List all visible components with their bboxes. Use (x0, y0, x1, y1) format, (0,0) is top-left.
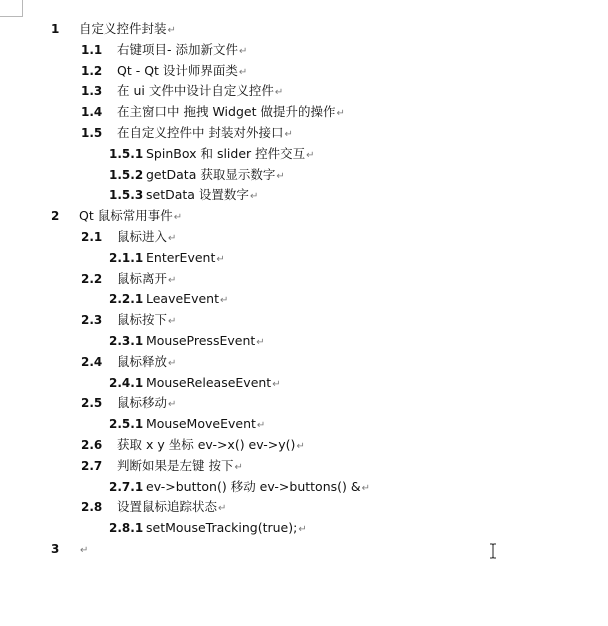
heading-number: 2.1.1 (109, 250, 144, 265)
paragraph-mark-icon: ↵ (249, 191, 259, 203)
heading-text: setData 设置数字 (146, 187, 249, 203)
outline-line-level-2[interactable] (0, 81, 608, 102)
i-beam-cursor-icon (489, 543, 497, 559)
heading-text: Qt - Qt 设计师界面类 (117, 62, 238, 78)
heading-number: 1.4 (81, 105, 103, 120)
paragraph-mark-icon: ↵ (220, 295, 229, 307)
heading-text-wrap[interactable] (146, 518, 307, 541)
heading-text-wrap[interactable] (79, 206, 182, 229)
outline-line-level-3[interactable] (0, 518, 608, 539)
outline-line-level-2[interactable] (0, 102, 608, 123)
outline-line-level-2[interactable] (0, 393, 608, 414)
heading-text-wrap[interactable] (79, 19, 176, 42)
heading-text-wrap[interactable] (117, 352, 176, 375)
heading-text: 自定义控件封装 (79, 21, 167, 36)
heading-number: 1.5.1 (109, 146, 144, 161)
heading-text-wrap[interactable] (117, 269, 176, 292)
paragraph-mark-icon: ↵ (167, 25, 176, 36)
outline-line-level-3[interactable] (0, 477, 608, 498)
heading-text-wrap[interactable] (146, 373, 281, 396)
heading-text: 鼠标离开 (117, 270, 168, 286)
heading-text: ev->button() 移动 ev->buttons() & (146, 478, 361, 494)
outline-line-level-3[interactable] (0, 144, 608, 165)
paragraph-mark-icon: ↵ (234, 461, 243, 473)
heading-text: 设置鼠标追踪状态 (117, 499, 218, 515)
paragraph-mark-icon: ↵ (276, 170, 285, 182)
page-corner-marker (0, 0, 23, 17)
outline-line-level-2[interactable] (0, 352, 608, 373)
heading-number: 2.3.1 (109, 333, 144, 348)
paragraph-mark-icon: ↵ (216, 253, 225, 265)
paragraph-mark-icon: ↵ (256, 420, 266, 432)
heading-number: 2.3 (81, 313, 103, 328)
paragraph-mark-icon: ↵ (256, 336, 265, 348)
heading-text-wrap[interactable] (146, 289, 228, 312)
paragraph-mark-icon: ↵ (238, 45, 248, 57)
heading-number: 2.4.1 (109, 375, 144, 390)
outline-line-level-1[interactable] (0, 19, 608, 40)
paragraph-mark-icon: ↵ (336, 108, 345, 120)
outline-line-level-3[interactable] (0, 414, 608, 435)
paragraph-mark-icon: ↵ (168, 399, 177, 411)
outline-line-level-3[interactable] (0, 289, 608, 310)
paragraph-mark-icon: ↵ (296, 440, 305, 452)
heading-text-wrap[interactable] (117, 40, 247, 63)
heading-text: Qt 鼠标常用事件 (79, 208, 173, 224)
heading-number: 1 (51, 22, 60, 36)
heading-text-wrap[interactable] (117, 310, 176, 333)
heading-text-wrap[interactable] (117, 81, 283, 104)
heading-number: 3 (51, 541, 60, 556)
heading-number: 2.5 (81, 396, 103, 411)
heading-number: 2.2 (81, 271, 103, 286)
paragraph-mark-icon: ↵ (168, 357, 177, 369)
heading-number: 2.8.1 (109, 521, 144, 536)
heading-text-wrap[interactable] (117, 456, 243, 479)
outline-line-level-2[interactable] (0, 123, 608, 144)
outline-line-level-2[interactable] (0, 61, 608, 82)
outline-line-level-2[interactable] (0, 227, 608, 248)
outline-line-level-2[interactable] (0, 435, 608, 456)
heading-number: 2.7 (81, 458, 103, 473)
heading-number: 2.7.1 (109, 479, 144, 494)
heading-text: setMouseTracking(true); (146, 520, 298, 536)
paragraph-mark-icon: ↵ (306, 149, 315, 161)
heading-number: 2.6 (81, 437, 103, 452)
heading-text-wrap[interactable] (117, 61, 247, 84)
heading-text-wrap[interactable] (146, 165, 285, 188)
heading-text: MousePressEvent (146, 332, 256, 348)
heading-number: 1.2 (81, 63, 103, 78)
heading-text: 右键项目- 添加新文件 (117, 41, 238, 57)
heading-number: 1.3 (81, 84, 103, 99)
paragraph-mark-icon: ↵ (238, 66, 248, 78)
heading-text-wrap[interactable] (117, 393, 176, 416)
paragraph-mark-icon: ↵ (168, 232, 177, 244)
heading-number: 1.1 (81, 42, 103, 57)
paragraph-mark-icon: ↵ (361, 482, 371, 494)
paragraph-mark-icon: ↵ (284, 128, 293, 140)
outline-line-level-2[interactable] (0, 269, 608, 290)
paragraph-mark-icon: ↵ (168, 274, 177, 286)
paragraph-mark-icon: ↵ (168, 316, 177, 328)
heading-number: 2.8 (81, 500, 103, 515)
heading-text-wrap[interactable] (117, 497, 226, 520)
heading-text: 在自定义控件中 封装对外接口 (117, 124, 284, 140)
heading-number: 1.5 (81, 125, 103, 140)
heading-text: 在主窗口中 拖拽 Widget 做提升的操作 (117, 104, 336, 120)
heading-text: 鼠标进入 (117, 228, 168, 244)
heading-text: 鼠标移动 (117, 395, 168, 411)
heading-text-wrap[interactable] (117, 435, 305, 458)
heading-number: 2.5.1 (109, 417, 144, 432)
heading-text-wrap[interactable] (146, 477, 370, 500)
heading-text-wrap[interactable] (146, 144, 315, 167)
outline-line-level-2[interactable] (0, 497, 608, 518)
heading-number: 1.5.3 (109, 188, 144, 203)
paragraph-mark-icon: ↵ (218, 503, 227, 515)
heading-text: LeaveEvent (146, 291, 219, 307)
paragraph-mark-icon: ↵ (274, 87, 284, 99)
heading-text: MouseMoveEvent (146, 416, 256, 432)
heading-text-wrap[interactable] (117, 102, 345, 125)
heading-text-wrap[interactable] (117, 123, 293, 146)
outline-line-level-3[interactable] (0, 165, 608, 186)
heading-text: 判断如果是左键 按下 (117, 457, 234, 473)
heading-number: 1.5.2 (109, 167, 144, 182)
document-body[interactable] (0, 19, 608, 560)
heading-text: EnterEvent (146, 249, 216, 265)
paragraph-mark-icon: ↵ (80, 544, 89, 556)
heading-text: 鼠标释放 (117, 353, 168, 369)
outline-line-level-2[interactable] (0, 456, 608, 477)
heading-text-wrap[interactable] (79, 539, 88, 562)
outline-line-level-1[interactable] (0, 206, 608, 227)
heading-text: MouseReleaseEvent (146, 374, 272, 390)
heading-text: 获取 x y 坐标 ev->x() ev->y() (117, 436, 296, 452)
heading-number: 2 (51, 209, 60, 224)
paragraph-mark-icon: ↵ (272, 378, 281, 390)
heading-number: 2.4 (81, 354, 103, 369)
paragraph-mark-icon: ↵ (173, 212, 183, 224)
outline-line-level-2[interactable] (0, 40, 608, 61)
outline-line-level-3[interactable] (0, 248, 608, 269)
heading-number: 2.2.1 (109, 292, 144, 307)
heading-text-wrap[interactable] (146, 331, 265, 354)
outline-line-level-1[interactable] (0, 539, 608, 560)
heading-text: getData 获取显示数字 (146, 166, 276, 182)
heading-text: 鼠标按下 (117, 312, 168, 328)
heading-text: SpinBox 和 slider 控件交互 (146, 145, 306, 161)
outline-line-level-3[interactable] (0, 331, 608, 352)
heading-text-wrap[interactable] (146, 414, 265, 437)
outline-line-level-3[interactable] (0, 373, 608, 394)
heading-number: 2.1 (81, 229, 103, 244)
outline-line-level-2[interactable] (0, 310, 608, 331)
paragraph-mark-icon: ↵ (298, 524, 307, 536)
heading-text-wrap[interactable] (117, 227, 176, 250)
heading-text-wrap[interactable] (146, 248, 225, 271)
outline-line-level-3[interactable] (0, 185, 608, 206)
heading-text-wrap[interactable] (146, 185, 258, 208)
heading-text: 在 ui 文件中设计自定义控件 (117, 83, 274, 99)
